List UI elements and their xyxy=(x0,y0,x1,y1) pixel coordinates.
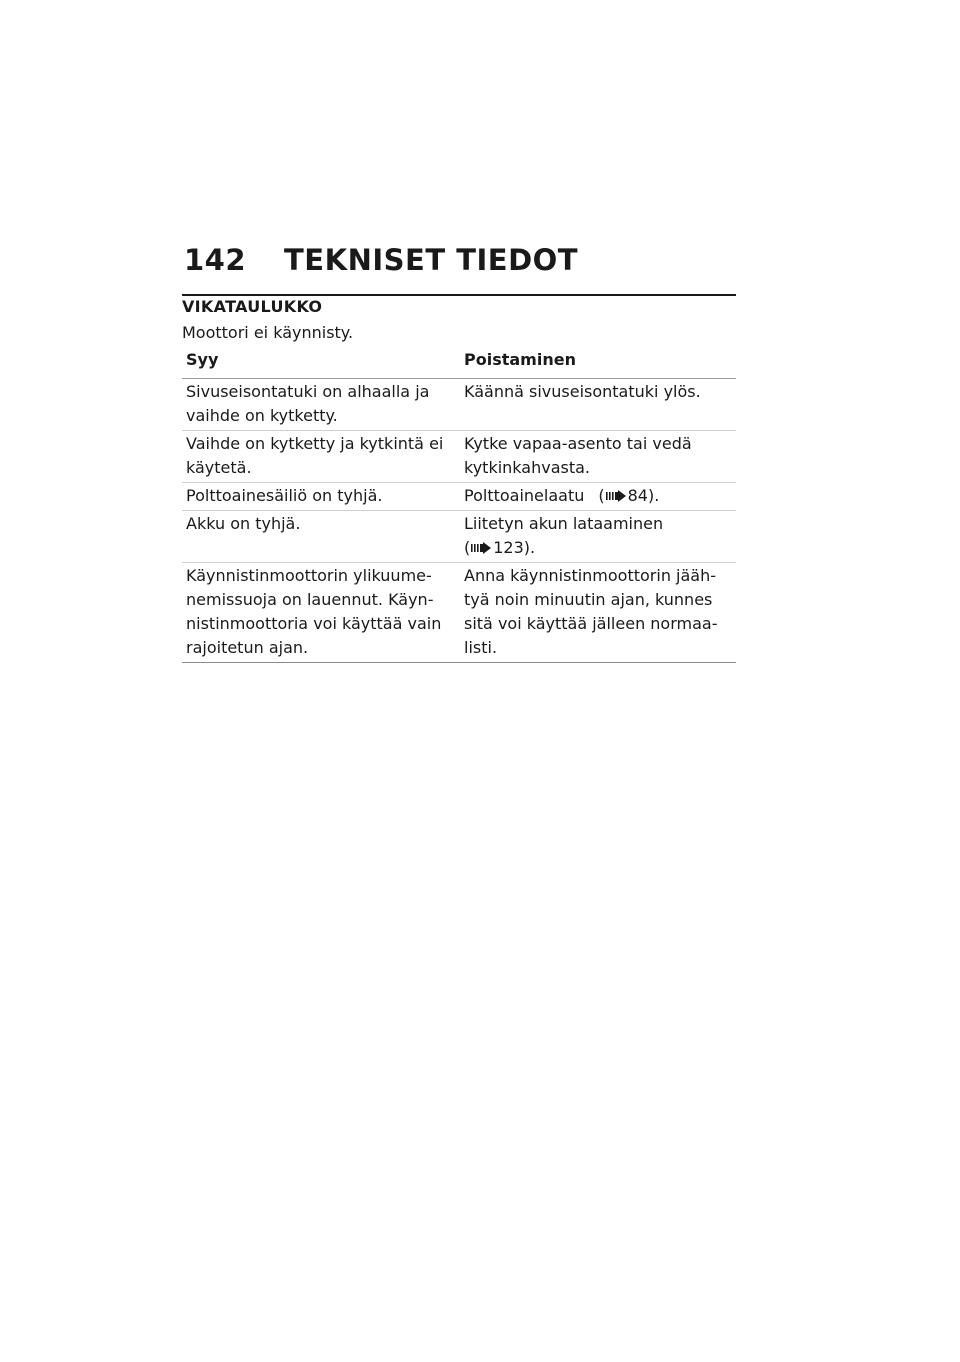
fix-cell: Kytke vapaa-asento tai vedä kytkinkahvasta. xyxy=(460,431,736,483)
header-divider xyxy=(182,294,736,296)
fix-text: Polttoainelaatu xyxy=(464,486,585,505)
fix-cell: Anna käynnistinmoottorin jäähtyä noin minuutin ajan, kunnes sitä voi käyttää jälleen normaalisti. xyxy=(460,563,736,663)
page-reference-link[interactable]: 84 xyxy=(627,486,648,505)
fault-table xyxy=(182,346,736,663)
fix-cell: Liitetyn akun lataaminen ( 123). xyxy=(460,511,736,563)
fix-cell: Polttoainelaatu ( 84). xyxy=(460,483,736,511)
page-reference-link[interactable]: 123 xyxy=(493,538,524,557)
cause-cell: Vaihde on kytketty ja kytkintä ei käytetä. xyxy=(182,431,460,483)
subsection-subtitle: Moottori ei käynnisty. xyxy=(182,323,354,342)
table-header-row xyxy=(182,346,736,379)
table-row xyxy=(182,511,736,563)
section-heading: TEKNISET TIEDOT xyxy=(284,243,579,277)
column-header-fix: Poistaminen xyxy=(460,346,736,379)
fix-text: Liitetyn akun lataaminen xyxy=(464,514,664,533)
table-row xyxy=(182,483,736,511)
subsection-title: VIKATAULUKKO xyxy=(182,297,323,316)
cause-cell: Käynnistinmoottorin ylikuumenemissuoja on lauennut. Käynnistinmoottoria voi käyttää vain rajoitetun ajan. xyxy=(182,563,460,663)
page-reference-arrow-icon xyxy=(471,542,491,554)
cause-cell: Polttoainesäiliö on tyhjä. xyxy=(182,483,460,511)
column-header-cause: Syy xyxy=(182,346,460,379)
page-reference-arrow-icon xyxy=(606,490,626,502)
table-row xyxy=(182,431,736,483)
table-row xyxy=(182,563,736,663)
cause-cell: Akku on tyhjä. xyxy=(182,511,460,563)
table-row xyxy=(182,379,736,431)
page-header xyxy=(184,243,736,283)
cause-cell: Sivuseisontatuki on alhaalla ja vaihde on kytketty. xyxy=(182,379,460,431)
fix-cell: Käännä sivuseisontatuki ylös. xyxy=(460,379,736,431)
page-number: 142 xyxy=(184,243,247,277)
